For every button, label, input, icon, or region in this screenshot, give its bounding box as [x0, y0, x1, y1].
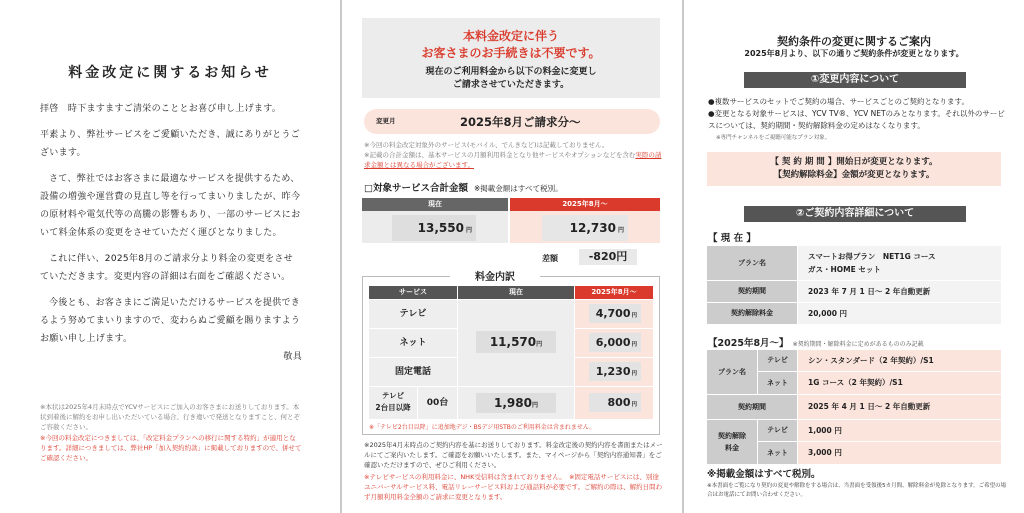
bd-row-tv2-new	[575, 387, 653, 419]
summary-fee: 【契約解除料金】金額が変更となります。	[773, 170, 935, 180]
bullet-target-services: ●変更となる対象サービスは、YCV TV®、YCV NETのみとなります。それ以外のサービスについては、契約期間・契約解除料金の定めはなくなります。	[708, 109, 1005, 130]
change-month-pill	[364, 109, 660, 134]
new-plan-net-value: 1G コース（2 年契約）/S1	[798, 372, 1001, 394]
bundle-current-amount: 11,570	[489, 335, 537, 349]
compare-title: □対象サービス合計金額	[364, 183, 468, 194]
contract-subtitle: 2025年8月より、以下の通りご契約条件が変更となります。	[744, 49, 964, 58]
current-fee-label: 契約解除料金	[707, 303, 797, 324]
change-month: 2025年8月ご請求分〜	[460, 115, 581, 129]
current-fee-value: 20,000 円	[798, 303, 1001, 324]
total-current-amount: 13,550	[417, 221, 464, 235]
current-plan-cell	[798, 246, 1001, 280]
new-fee-net-value: 3,000 円	[798, 442, 1001, 464]
hero-line-3: 現在のご利用料金から以下の料金に変更し	[425, 67, 597, 77]
bd-row-tv-new	[575, 300, 653, 328]
tv2-label-line2: 2台目以降	[375, 403, 411, 412]
bd-row-phone-new	[575, 358, 653, 386]
new-fee-tv-label: テレビ	[758, 420, 797, 441]
current-plan-line2: ガス・HOME セット	[808, 265, 881, 274]
no-procedure-banner	[362, 18, 660, 98]
current-plan-label: プラン名	[707, 246, 797, 280]
tv2-current-amount: 1,980	[494, 396, 532, 410]
tv2-current-cell	[458, 387, 574, 419]
tax-note: ※掲載金額はすべて税別。	[473, 184, 563, 193]
bd-head-service: サービス	[369, 286, 457, 299]
bd-row-net-new	[575, 329, 653, 357]
bd-row-net-label: ネット	[369, 329, 457, 357]
bundle-current-cell	[458, 300, 574, 386]
new-heading-text: 【2025年8月〜】	[708, 338, 789, 349]
total-new-header: 2025年8月〜	[510, 198, 660, 211]
new-fee-label	[707, 420, 757, 464]
hero-line-4: ご請求させていただきます。	[452, 80, 570, 90]
letter-note-2: ※今回の料金改定につきましては、「改定料金プランへの移行に関する特約」が適用となります。詳細につきましては、弊社HP「加入契約約款」に掲載しておりますので、併せてご確認ください。	[40, 434, 302, 462]
new-plan-tv-value: シン・スタンダード（2 年契約）/S1	[798, 350, 1001, 371]
note-total-text: ※記載の合計金額は、基本サービスの月額利用料金となり他サービスやオプションなどを含む	[364, 151, 636, 159]
bullet-sub-note: ※専門チャンネルをご視聴可能なプラン対象。	[716, 135, 831, 141]
current-plan-line1: スマートお得プラン NET1G コース	[808, 252, 936, 261]
waiver-note: ※本書面をご覧になり契約の変更や解除をする場合は、当書面を受領後5カ月間、解除料金が免除となります。ご希望の場合はお電話にてお問い合わせください。	[707, 483, 1007, 498]
note-total	[364, 150, 664, 170]
diff-label: 差額	[542, 254, 558, 263]
current-period-label: 契約期間	[707, 281, 797, 302]
new-plan-tv-label: テレビ	[758, 350, 797, 371]
para-change: これに伴い、2025年8月のご請求分より料金の変更をさせていただきます。変更内容の詳細は右面をご確認ください。	[40, 254, 294, 282]
new-fee-net-label: ネット	[758, 442, 797, 464]
compare-heading	[364, 180, 563, 194]
hero-line-2: お客さまのお手続きは不要です。	[421, 46, 601, 60]
total-new-amount: 12,730	[569, 221, 616, 235]
tv-new-amount: 4,700	[595, 307, 631, 320]
service-notes: ※テレビサービスの利用料金に、NHK受信料は含まれておりません。 ※固定電話サービスには、別途ユニバーサルサービス料、電話リレーサービス料および通話料が必要です。ご解約の際は、解約日問わず月額利用料金全額のご請求に変更となります。	[364, 473, 663, 501]
net-new-amount: 6,000	[595, 336, 631, 349]
new-fee-label-line1: 契約解除	[718, 432, 746, 440]
tv2-label-line1: テレビ	[381, 391, 405, 400]
change-summary-box	[707, 152, 1001, 186]
letter-panel	[0, 0, 340, 513]
section-changes-header: ①変更内容について	[744, 72, 966, 88]
change-bullets	[708, 96, 1008, 144]
phone-new-amount: 1,230	[595, 365, 631, 378]
bd-row-phone-label: 固定電話	[369, 358, 457, 386]
letter-title: 料金改定に関するお知らせ	[68, 65, 272, 81]
letter-note-1: ※本状は2025年4月末時点でYCVサービスにご加入のお客さまにお送りしております。本状到着後に解約をお申し出いただいている場合、行き違いで発送となりますこと、何とぞご容赦ください。	[40, 403, 300, 431]
tax-footer: ※掲載金額はすべて税別。	[707, 469, 821, 480]
yen-unit: 円	[465, 227, 472, 234]
bundle-current-value	[476, 331, 556, 353]
bd-head-current: 現在	[458, 286, 574, 299]
new-plan-label: プラン名	[707, 350, 757, 394]
greeting: 拝啓 時下ますますご清栄のこととお喜び申し上げます。	[40, 104, 282, 114]
breakdown-note: ※「テレビ2台目以降」に追加地デジ・BSデジ用STBのご利用料金は含まれません。	[369, 424, 596, 431]
current-heading: 【 現 在 】	[708, 233, 756, 244]
new-fee-label-line2: 料金	[725, 444, 739, 452]
diff-value: -820円	[579, 249, 637, 265]
contract-title: 契約条件の変更に関するご案内	[777, 35, 931, 48]
new-fee-tv-value: 1,000 円	[798, 420, 1001, 441]
new-plan-net-label: ネット	[758, 372, 797, 394]
new-heading	[708, 335, 924, 349]
bullet-separate-contract: ●複数サービスのセットでご契約の場合、サービスごとのご契約となります。	[708, 97, 969, 106]
letter-body	[40, 100, 302, 366]
tv2-current-value	[476, 393, 556, 413]
tv2-count: 00台	[418, 387, 457, 419]
bd-row-tv-label: テレビ	[369, 300, 457, 328]
yen-unit: 円	[631, 313, 637, 319]
yen-unit: 円	[631, 342, 637, 348]
contract-panel	[684, 0, 1024, 513]
total-current-header: 現在	[362, 198, 508, 211]
new-period-label: 契約期間	[707, 395, 797, 419]
yen-unit: 円	[631, 371, 637, 377]
signoff: 敬具	[283, 352, 302, 362]
price-panel	[342, 0, 682, 513]
total-new-value	[542, 215, 628, 241]
summary-period: 【 契 約 期 間 】開始日が変更となります。	[770, 157, 938, 167]
change-month-tag: 変更月	[376, 117, 396, 125]
para-closing: 今後とも、お客さまにご満足いただけるサービスを提供できるよう努めてまいりますので、変わらぬご愛顧を賜りますようお願い申し上げます。	[40, 298, 301, 344]
yen-unit: 円	[536, 341, 543, 348]
section-details-header: ②ご契約内容詳細について	[744, 206, 966, 222]
breakdown-title: 料金内訳	[450, 268, 540, 283]
total-current-value	[392, 215, 476, 241]
note-excluded: ※今回の料金改定対象外のサービス(モバイル、でんきなど)は記載しておりません。	[364, 141, 609, 149]
current-period-value: 2023 年 7 月 1 日〜 2 年自動更新	[798, 281, 1001, 302]
yen-unit: 円	[531, 402, 538, 409]
tv2-new-amount: 800	[607, 396, 631, 409]
bd-head-new: 2025年8月〜	[575, 286, 653, 299]
new-period-value: 2025 年 4 月 1 日〜 2 年自動更新	[798, 395, 1001, 419]
yen-unit: 円	[631, 402, 637, 408]
para-reason: さて、弊社ではお客さまに最適なサービスを提供するため、設備の増強や運営費の見直し等を行ってまいりましたが、昨今の原材料や電気代等の高騰の影響もあり、一部のサービスにおいて料金体系の変更をさせていただく運びとなりました。	[40, 174, 301, 238]
contract-notice: ※2025年4月末時点のご契約内容を基にお送りしております。料金改定後の契約内容を書面またはメールにてご案内いたします。ご確認をお願いいたします。また、マイページから「契約内容通知書」をご確認いただけますので、ぜひご利用ください。	[364, 441, 663, 469]
para-thanks: 平素より、弊社サービスをご愛顧いただき、誠にありがとうございます。	[40, 130, 301, 158]
new-heading-note: ※契約期間・解除料金に定めがあるもののみ記載	[792, 341, 924, 348]
bd-row-tv2-label	[369, 387, 417, 419]
yen-unit: 円	[617, 227, 624, 234]
note-total-warning: 実際の請求金額とは異なる場合がございます。	[364, 151, 662, 169]
hero-line-1: 本料金改定に伴う	[462, 29, 559, 43]
